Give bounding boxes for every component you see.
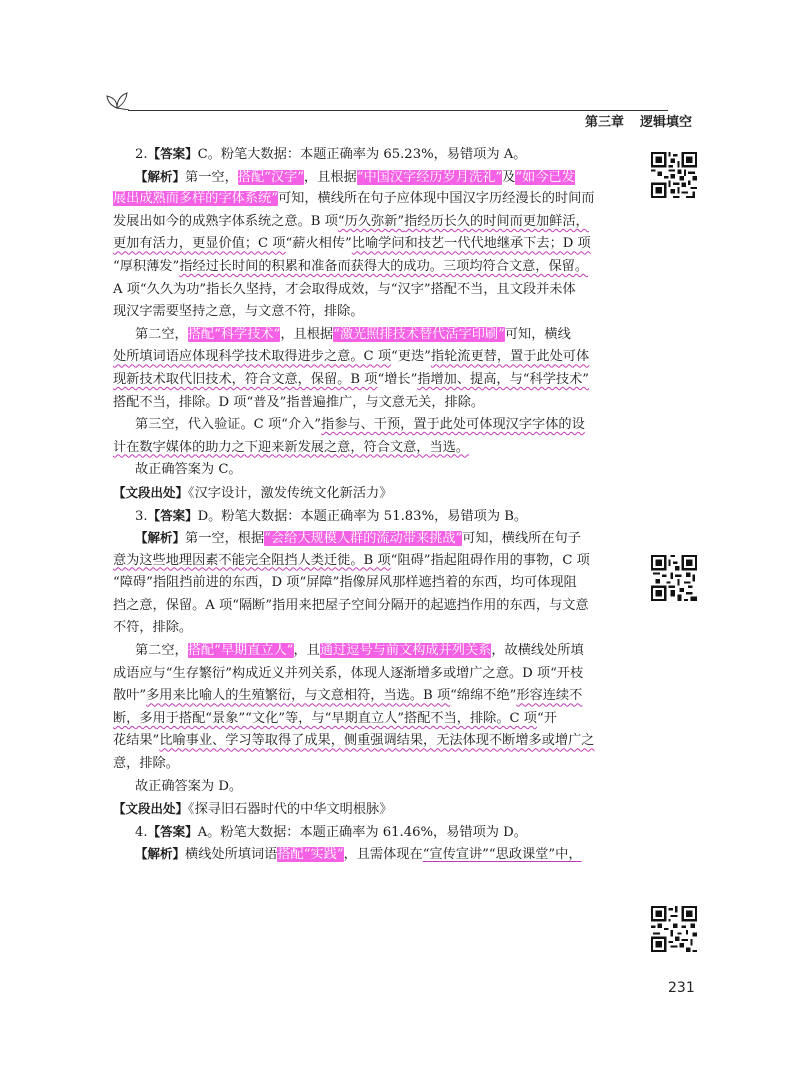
- q3-analysis-line: [113, 572, 629, 595]
- highlight: “中国汉字经历岁月洗礼”: [356, 169, 503, 185]
- q4-answer-text: A。粉笔大数据：本题正确率为 61.46%，易错项为 D。: [197, 824, 527, 840]
- text: 意，排除。: [113, 756, 179, 772]
- text: 形容连续不: [516, 688, 583, 704]
- q2-conclusion: 故正确答案为 C。: [135, 462, 242, 478]
- option-term: “介入”: [281, 417, 322, 433]
- q2-analysis-line: [113, 256, 629, 279]
- text: 成语应与“生存繁衍”构成近义并列关系，体现人逐渐增多或增广之意。D 项: [113, 665, 551, 681]
- text: 搭配不当，排除。D 项: [113, 394, 247, 410]
- q3-analysis-line: [113, 753, 629, 776]
- text: 可知，横线所在句子: [462, 531, 581, 547]
- q2-analysis-line: [113, 414, 629, 437]
- text: 指用来把屋子空间分隔开的起遮挡作用的东西，与文意: [272, 597, 589, 613]
- text: 处所填词语应体现科学技术取得进步之意。C 项: [113, 349, 392, 365]
- q2-analysis-line: [113, 369, 629, 392]
- qr-code-icon[interactable]: [651, 152, 697, 198]
- q3-analysis-line: [113, 617, 629, 640]
- text: 指增加、提高，与“科学技术”: [417, 371, 590, 387]
- text: ，且需体现在: [343, 847, 423, 863]
- text: 比喻学问和技艺一代代地继承下去；D 项: [351, 236, 591, 252]
- answer-label: 【答案】: [147, 507, 198, 523]
- highlight: “会给大规模人群的流动带来挑战”: [264, 531, 463, 547]
- answer-label: 【答案】: [147, 823, 198, 839]
- text: 挡之意，保留。A 项: [113, 597, 233, 613]
- text: 可知，横线: [504, 326, 571, 342]
- text: 比喻事业、学习等取得了成果，侧重强调结果，无法体现不断增多或增广之: [159, 733, 595, 749]
- q3-source-line: [113, 798, 629, 821]
- source-label: 【文段出处】: [113, 484, 189, 500]
- option-term: “阻碍”: [390, 552, 431, 568]
- option-term: “更迭”: [391, 349, 431, 365]
- q3-analysis-line: [113, 685, 629, 708]
- q3-analysis-line: [113, 527, 629, 550]
- q2-source-line: [113, 482, 629, 505]
- q2-analysis-line: [113, 166, 629, 189]
- q2-analysis-line: [113, 301, 629, 324]
- text: 多用来比喻人的生殖繁衍，与文意相符，当选。B 项: [146, 688, 451, 704]
- text: 现汉字需要坚持之意，与文意不符，排除。: [113, 304, 364, 320]
- q2-analysis-line: [113, 392, 629, 415]
- text: 指阻挡前进的东西，D 项: [152, 575, 300, 591]
- q3-analysis-line: [113, 708, 629, 731]
- q2-analysis-line: [113, 211, 629, 234]
- option-term: 散叶”: [113, 688, 147, 704]
- q2-source: 《汉字设计，激发传统文化新活力》: [188, 485, 393, 501]
- highlight: 搭配“汉字”: [237, 169, 304, 185]
- analysis-label: 【解析】: [135, 168, 186, 184]
- option-term: “薪火相传”: [285, 236, 352, 252]
- highlight: 通过逗号与前文构成并列关系: [319, 643, 492, 659]
- text: 指经历长久的时间而更加鲜活，: [404, 213, 589, 229]
- text: ，且根据: [280, 326, 334, 342]
- q3-analysis-line: [113, 663, 629, 686]
- text: 指参与、干预，置于此处可体现汉字字体的设: [321, 417, 585, 433]
- chapter-header: [585, 111, 692, 130]
- leaf-icon: [103, 90, 131, 114]
- answer-explanations: [113, 143, 629, 866]
- text: 指经过长时间的积累和准备而获得大的成功。三项均符合文意，保留。: [179, 258, 589, 274]
- text: 断，多用于搭配“景象”“文化”等，与“早期直立人”搭配不当，排除。C 项: [113, 710, 537, 726]
- text: ，且根据: [304, 169, 357, 185]
- answer-label: 【答案】: [147, 146, 198, 161]
- option-term: “隔断”: [232, 597, 273, 613]
- highlight: “如今已发: [515, 169, 575, 185]
- option-term: “历久弥新”: [337, 213, 405, 229]
- q4-answer-line: [113, 821, 629, 844]
- text: 第二空，: [135, 643, 188, 659]
- option-term: “开枝: [550, 665, 584, 681]
- text: 发展出如今的成熟字体系统之意。B 项: [113, 213, 338, 229]
- option-term: “障碍”: [113, 575, 153, 591]
- q2-answer-line: [113, 143, 629, 166]
- analysis-label: 【解析】: [135, 846, 186, 862]
- text: 及: [502, 169, 516, 185]
- text: 指长久坚持，才会取得成效，与“汉字”搭配不当，且文段并未体: [206, 281, 576, 297]
- q2-analysis-line: [113, 233, 629, 256]
- option-term: “增长”: [377, 371, 418, 387]
- q3-number: 3.: [135, 508, 148, 524]
- text: 横线处所填词语: [185, 847, 278, 863]
- q3-analysis-line: [113, 595, 629, 618]
- q3-answer-text: D。粉笔大数据：本题正确率为 51.83%，易错项为 B。: [197, 508, 528, 524]
- q3-conclusion: 故正确答案为 D。: [135, 778, 243, 794]
- text: 更加有活力，更显价值；C 项: [113, 236, 286, 252]
- text: 意为这些地理因素不能完全阻挡人类迁徙。B 项: [113, 552, 391, 568]
- text: 第三空，代入验证。C 项: [135, 417, 282, 433]
- text: 现新技术取代旧技术，符合文意，保留。B 项: [113, 371, 378, 387]
- text: 第二空，: [135, 326, 188, 342]
- q2-analysis-line: [113, 188, 629, 211]
- highlight: 展出成熟而多样的字体系统”: [113, 191, 278, 207]
- underlined-phrase: “宣传宣讲”“思政课堂”中，: [422, 847, 582, 863]
- q2-number: 2.: [135, 147, 148, 162]
- q2-analysis-line: [113, 279, 629, 302]
- q3-analysis-line: [113, 550, 629, 573]
- highlight: 搭配“实践”: [277, 847, 344, 863]
- text: ，故横线处所填: [491, 643, 584, 659]
- option-term: “开: [536, 710, 557, 726]
- text: 计在数字媒体的助力之下迎来新发展之意，符合文意，当选。: [113, 439, 470, 455]
- highlight: 搭配“早期直立人”: [187, 643, 294, 659]
- text: ，且: [293, 643, 320, 659]
- text: A 项: [113, 281, 140, 297]
- chapter-number: 第三章: [585, 115, 625, 130]
- q3-analysis-line: [113, 640, 629, 663]
- q3-analysis-line: [113, 730, 629, 753]
- q2-analysis-line: [113, 324, 629, 347]
- q2-analysis-line: [113, 346, 629, 369]
- text: 第一空，: [185, 169, 238, 185]
- q3-answer-line: [113, 505, 629, 528]
- option-term: “普及”: [246, 394, 287, 410]
- chapter-title: 逻辑填空: [640, 115, 693, 130]
- q4-analysis-line: [113, 843, 629, 866]
- option-term: 花结果”: [113, 733, 160, 749]
- text: 指普遍推广，与文意无关，排除。: [286, 394, 485, 410]
- q4-number: 4.: [135, 824, 148, 840]
- text: 第一空，根据: [185, 531, 265, 547]
- q2-answer-text: C。粉笔大数据：本题正确率为 65.23%，易错项为 A。: [197, 147, 527, 162]
- text: 指起阻碍作用的事物，C 项: [430, 552, 590, 568]
- highlight: “激光照排技术替代活字印刷”: [333, 326, 505, 342]
- qr-code-icon[interactable]: [651, 555, 697, 601]
- option-term: “绵绵不绝”: [450, 688, 517, 704]
- q3-source: 《探寻旧石器时代的中华文明根脉》: [188, 802, 393, 818]
- text: 不符，排除。: [113, 620, 193, 636]
- analysis-label: 【解析】: [135, 530, 186, 546]
- qr-code-icon[interactable]: [651, 906, 697, 952]
- q2-analysis-line: [113, 437, 629, 460]
- option-term: “久久为功”: [139, 281, 207, 297]
- option-term: “屏障”: [299, 575, 340, 591]
- text: 指像屏风那样遮挡着的东西，均可体现阻: [339, 575, 577, 591]
- source-label: 【文段出处】: [113, 801, 189, 817]
- text: 可知，横线所在句子应体现中国汉字历经漫长的时间而: [278, 191, 595, 207]
- page-number: 231: [668, 980, 695, 996]
- highlight: 搭配“科学技术”: [187, 326, 281, 342]
- option-term: “厚积薄发”: [113, 258, 180, 274]
- text: 指轮流更替，置于此处可体: [430, 349, 590, 365]
